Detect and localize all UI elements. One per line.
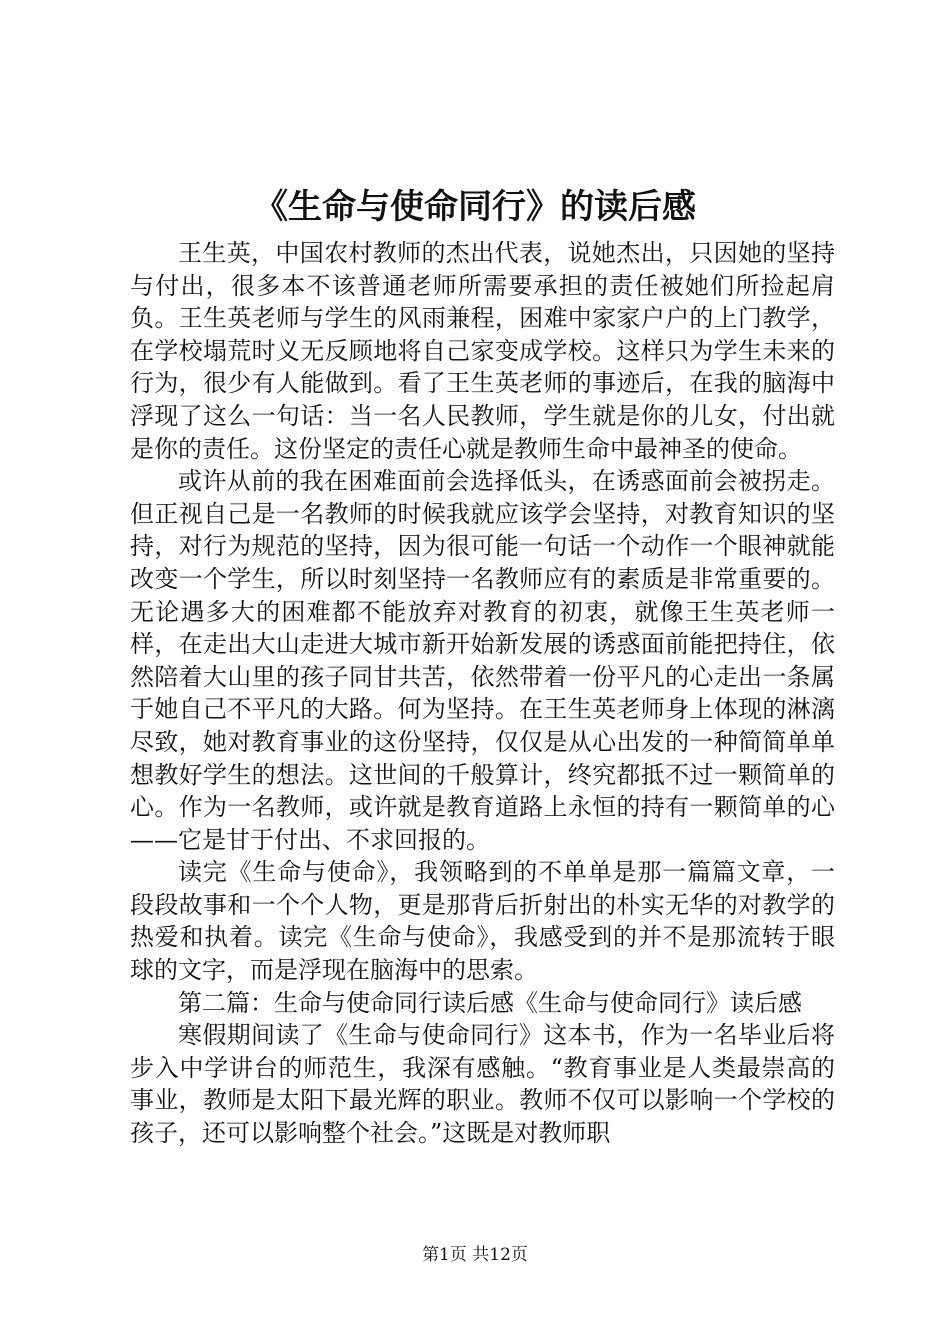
section-heading: 第二篇：生命与使命同行读后感《生命与使命同行》读后感	[178, 988, 802, 1017]
document-body	[130, 237, 835, 1150]
paragraph: 读完《生命与使命》，我领略到的不单单是那一篇篇文章，一段段故事和一个个人物，更是那背后折射出的朴实无华的对教学的热爱和执着。读完《生命与使命》，我感受到的并不是那流转于眼球的文字，而是浮现在脑海中的思索。	[130, 858, 835, 985]
paragraph: 或许从前的我在困难面前会选择低头，在诱惑面前会被拐走。但正视自己是一名教师的时候我就应该学会坚持，对教育知识的坚持，对行为规范的坚持，因为很可能一句话一个动作一个眼神就能改变一个学生，所以时刻坚持一名教师应有的素质是非常重要的。无论遇多大的困难都不能放弃对教育的初衷，就像王生英老师一样，在走出大山走进大城市新开始新发展的诱惑面前能把持住，依然陪着大山里的孩子同甘共苦，依然带着一份平凡的心走出一条属于她自己不平凡的大路。何为坚持。在王生英老师身上体现的淋漓尽致，她对教育事业的这份坚持，仅仅是从心出发的一种简简单单想教好学生的想法。这世间的千般算计，终究都抵不过一颗简单的心。作为一名教师，或许就是教育道路上永恒的持有一颗简单的心——它是甘于付出、不求回报的。	[130, 467, 835, 854]
paragraph: 寒假期间读了《生命与使命同行》这本书，作为一名毕业后将步入中学讲台的师范生，我深有感触。“教育事业是人类最崇高的事业，教师是太阳下最光辉的职业。教师不仅可以影响一个学校的孩子，还可以影响整个社会。”这既是对教师职	[130, 1021, 835, 1148]
page-number: 第1页 共12页	[422, 1245, 528, 1265]
paragraph: 王生英，中国农村教师的杰出代表，说她杰出，只因她的坚持与付出，很多本不该普通老师所需要承担的责任被她们所捡起肩负。王生英老师与学生的风雨兼程，困难中家家户户的上门教学，在学校塌荒时义无反顾地将自己家变成学校。这样只为学生未来的行为，很少有人能做到。看了王生英老师的事迹后，在我的脑海中浮现了这么一句话：当一名人民教师，学生就是你的儿女，付出就是你的责任。这份坚定的责任心就是教师生命中最神圣的使命。	[130, 239, 835, 463]
document-title: 《生命与使命同行》的读后感	[254, 187, 696, 227]
